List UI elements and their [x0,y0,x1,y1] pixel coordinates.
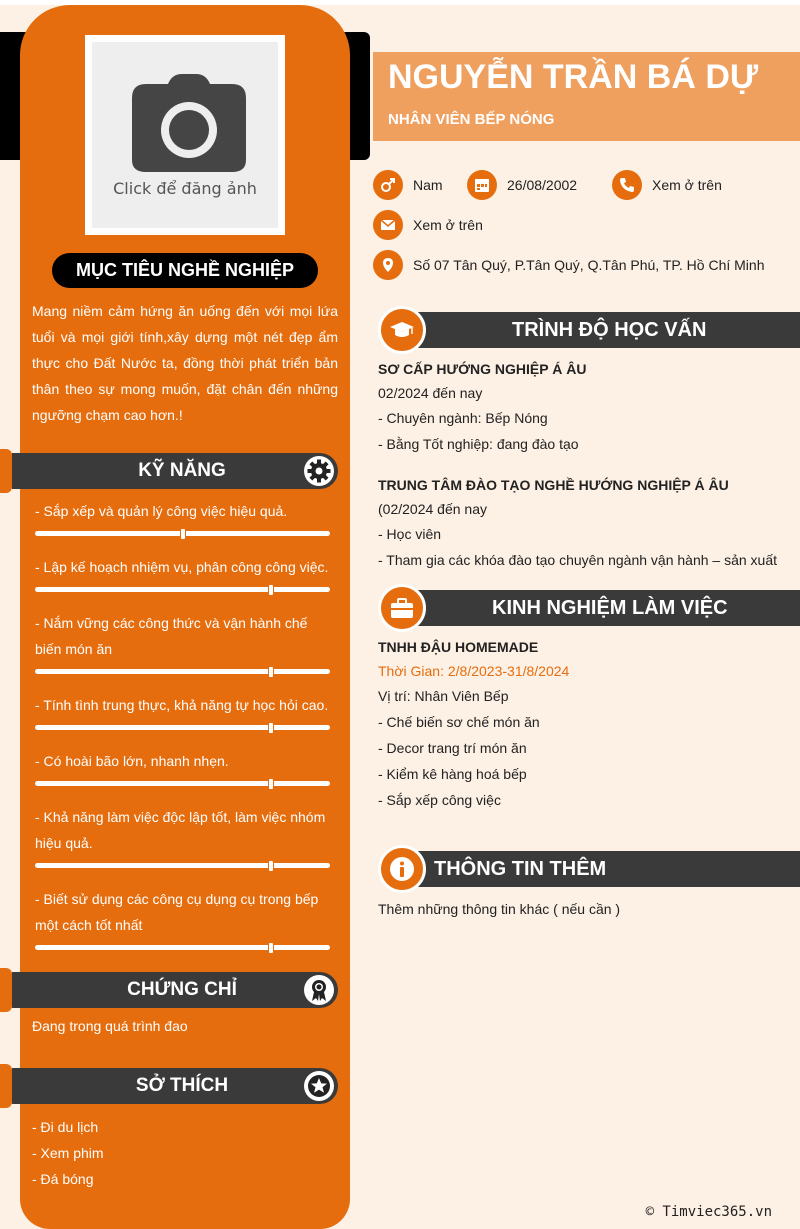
extra-header [378,845,800,893]
gear-icon [304,456,334,486]
info-icon [378,845,426,893]
briefcase-icon [378,584,426,632]
footer-credit: © Timviec365.vn [645,1204,772,1220]
school-detail[interactable]: - Tham gia các khóa đào tạo chuyên ngành vận hành – sản xuất [378,552,778,568]
skill-level-handle[interactable] [268,584,274,596]
company-name[interactable]: TNHH ĐẬU HOMEMADE [378,639,539,655]
gender-value[interactable]: Nam [413,177,443,193]
skill-item [35,554,335,592]
experience-header [378,584,800,632]
section-nub [0,1064,12,1108]
award-icon [304,975,334,1005]
hobbies-list [32,1114,104,1192]
skill-level-handle[interactable] [268,666,274,678]
school-detail[interactable]: - Chuyên ngành: Bếp Nóng [378,410,548,426]
photo-upload-label: Click để đăng ảnh [113,179,257,198]
photo-placeholder[interactable] [92,42,278,228]
skill-label[interactable]: - Tính tình trung thực, khả năng tự học hỏi cao. [35,697,329,713]
skill-level-bar[interactable] [35,945,330,950]
skill-level-handle[interactable] [268,722,274,734]
section-nub [0,449,12,493]
skill-item [35,610,335,674]
gender-icon [373,170,403,200]
skill-level-handle[interactable] [268,942,274,954]
skill-label[interactable]: - Khả năng làm việc độc lập tốt, làm việc nhóm hiệu quả. [35,809,326,851]
certificates-title: CHỨNG CHỈ [127,979,237,1000]
location-icon [373,250,403,280]
hobby-item[interactable]: - Xem phim [32,1145,104,1161]
certificates-header [12,972,338,1008]
objective-title: MỤC TIÊU NGHỀ NGHIỆP [52,253,318,288]
phone-icon [612,170,642,200]
skill-item [35,804,335,868]
school-detail[interactable]: - Học viên [378,526,442,542]
email-value[interactable]: Xem ở trên [413,217,483,233]
school-time[interactable]: 02/2024 đến nay [378,385,483,401]
work-detail[interactable]: - Kiểm kê hàng hoá bếp [378,766,527,782]
skills-header [12,453,338,489]
school-detail[interactable]: - Bằng Tốt nghiệp: đang đào tạo [378,436,579,452]
skill-level-handle[interactable] [268,778,274,790]
work-detail[interactable]: - Decor trang trí món ăn [378,740,527,756]
hobbies-title: SỞ THÍCH [135,1075,229,1096]
skill-level-bar[interactable] [35,669,330,674]
work-time[interactable]: Thời Gian: 2/8/2023-31/8/2024 [378,663,570,679]
skill-label[interactable]: - Nắm vững các công thức và vận hành chế biến món ăn [35,615,308,657]
work-detail[interactable]: - Sắp xếp công việc [378,792,501,808]
education-title: TRÌNH ĐỘ HỌC VẤN [512,319,707,341]
experience-title: KINH NGHIỆM LÀM VIỆC [492,597,728,619]
skill-level-bar[interactable] [35,725,330,730]
hobbies-header [12,1068,338,1104]
birthday-value[interactable]: 26/08/2002 [507,177,578,193]
education-header [378,306,800,354]
objective-text[interactable]: Mang niềm cảm hứng ăn uống đến với mọi lứa tuổi và mọi giới tính,xây dựng một nét đẹp ẩm thực cho Đất Nước ta, đồng thời phát triển bản thân theo sự mong muốn, đặt chân đến những ngưỡng chạm cao hơn.! [32,303,338,423]
skill-item [35,692,335,730]
skill-item [35,886,335,950]
school-name[interactable]: TRUNG TÂM ĐÀO TẠO NGHỀ HƯỚNG NGHIỆP Á ÂU [378,477,729,493]
skill-item [35,498,335,536]
camera-icon [132,74,246,172]
skill-label[interactable]: - Biết sử dụng các công cụ dụng cụ trong bếp một cách tốt nhất [35,891,319,933]
photo-upload[interactable] [85,35,285,235]
skill-item [35,748,335,786]
skill-level-bar[interactable] [35,531,330,536]
skills-list [35,498,335,968]
email-icon [373,210,403,240]
skill-level-bar[interactable] [35,587,330,592]
hobby-item[interactable]: - Đi du lịch [32,1119,99,1135]
job-title[interactable]: NHÂN VIÊN BẾP NÓNG [388,111,555,128]
extra-text[interactable]: Thêm những thông tin khác ( nếu cần ) [378,901,621,917]
skill-level-bar[interactable] [35,863,330,868]
certificates-text[interactable]: Đang trong quá trình đao [32,1018,188,1034]
section-nub [0,968,12,1012]
skill-label[interactable]: - Lập kế hoạch nhiệm vụ, phân công công việc. [35,559,329,575]
phone-value[interactable]: Xem ở trên [652,177,722,193]
name-banner [373,52,800,141]
school-time[interactable]: (02/2024 đến nay [378,501,487,517]
skill-label[interactable]: - Sắp xếp và quản lý công việc hiệu quả. [35,503,288,519]
school-name[interactable]: SƠ CẤP HƯỚNG NGHIỆP Á ÂU [378,361,587,377]
work-detail[interactable]: Vị trí: Nhân Viên Bếp [378,688,509,704]
full-name[interactable]: NGUYỄN TRẦN BÁ DỰ [388,58,759,96]
work-detail[interactable]: - Chế biến sơ chế món ăn [378,714,540,730]
skill-label[interactable]: - Có hoài bão lớn, nhanh nhẹn. [35,753,229,769]
hobby-item[interactable]: - Đá bóng [32,1171,94,1187]
graduation-cap-icon [378,306,426,354]
skill-level-bar[interactable] [35,781,330,786]
address-value[interactable]: Số 07 Tân Quý, P.Tân Quý, Q.Tân Phú, TP. Hồ Chí Minh [413,257,765,273]
calendar-icon [467,170,497,200]
skill-level-handle[interactable] [180,528,186,540]
extra-title: THÔNG TIN THÊM [434,858,607,880]
star-icon [304,1071,334,1101]
skill-level-handle[interactable] [268,860,274,872]
skills-title: KỸ NĂNG [138,460,226,481]
